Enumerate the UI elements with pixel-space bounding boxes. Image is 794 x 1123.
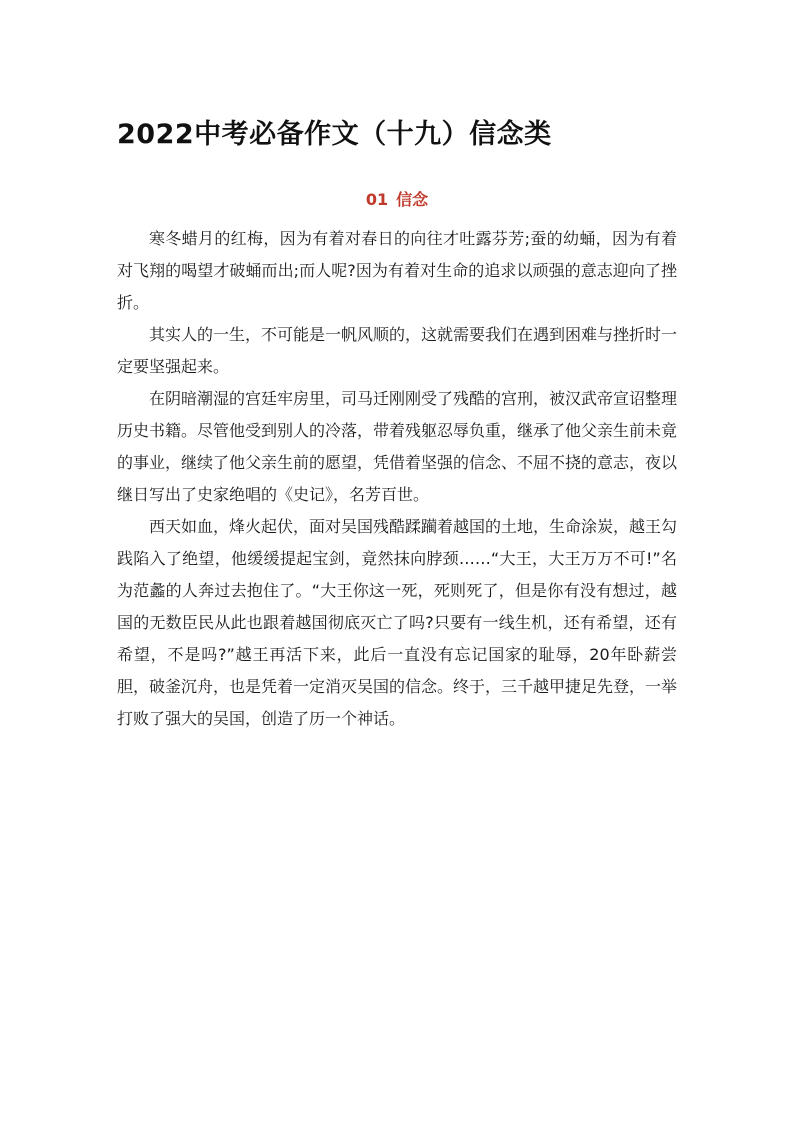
paragraph-2: 其实人的一生，不可能是一帆风顺的，这就需要我们在遇到困难与挫折时一定要坚强起来。: [117, 325, 678, 376]
page-title: 2022中考必备作文（十九）信念类: [117, 119, 552, 150]
section-heading: [0, 187, 794, 210]
paragraph-1: 寒冬蜡月的红梅，因为有着对春日的向往才吐露芬芳;蚕的幼蛹，因为有着对飞翔的喝望才破蛹而出;而人呢?因为有着对生命的追求以顽强的意志迎向了挫折。: [117, 229, 677, 312]
paragraph-3: 在阴暗潮湿的宫廷牢房里，司马迁刚刚受了残酷的宫刑，被汉武帝宣诏整理历史书籍。尽管他受到别人的冷落，带着残躯忍辱负重，继承了他父亲生前未竟的事业，继续了他父亲生前的愿望，凭借着坚强的信念、不屈不挠的意志，夜以继日写出了史家绝唱的《史记》，名芳百世。: [117, 389, 678, 504]
paragraph-4: 西天如血，烽火起伏，面对吴国残酷蹂躏着越国的土地，生命涂炭，越王勾践陷入了绝望，他缓缓提起宝剑，竟然抹向脖颈……“大王，大王万万不可!”名为范蠡的人奔过去抱住了。“大王你这一死，死则死了，但是你有没有想过，越国的无数臣民从此也跟着越国彻底灭亡了吗?只要有一线生机，还有希望，还有希望，不是吗?”越王再活下来，此后一直没有忘记国家的耻辱，20年卧薪尝胆，破釜沉舟，也是凭着一定消灭吴国的信念。终于，三千越甲捷足先登，一举打败了强大的吴国，创造了历一个神话。: [117, 517, 678, 728]
section-number: 01: [365, 190, 389, 209]
section-title: 信念: [396, 190, 429, 209]
article-body: [117, 223, 677, 735]
